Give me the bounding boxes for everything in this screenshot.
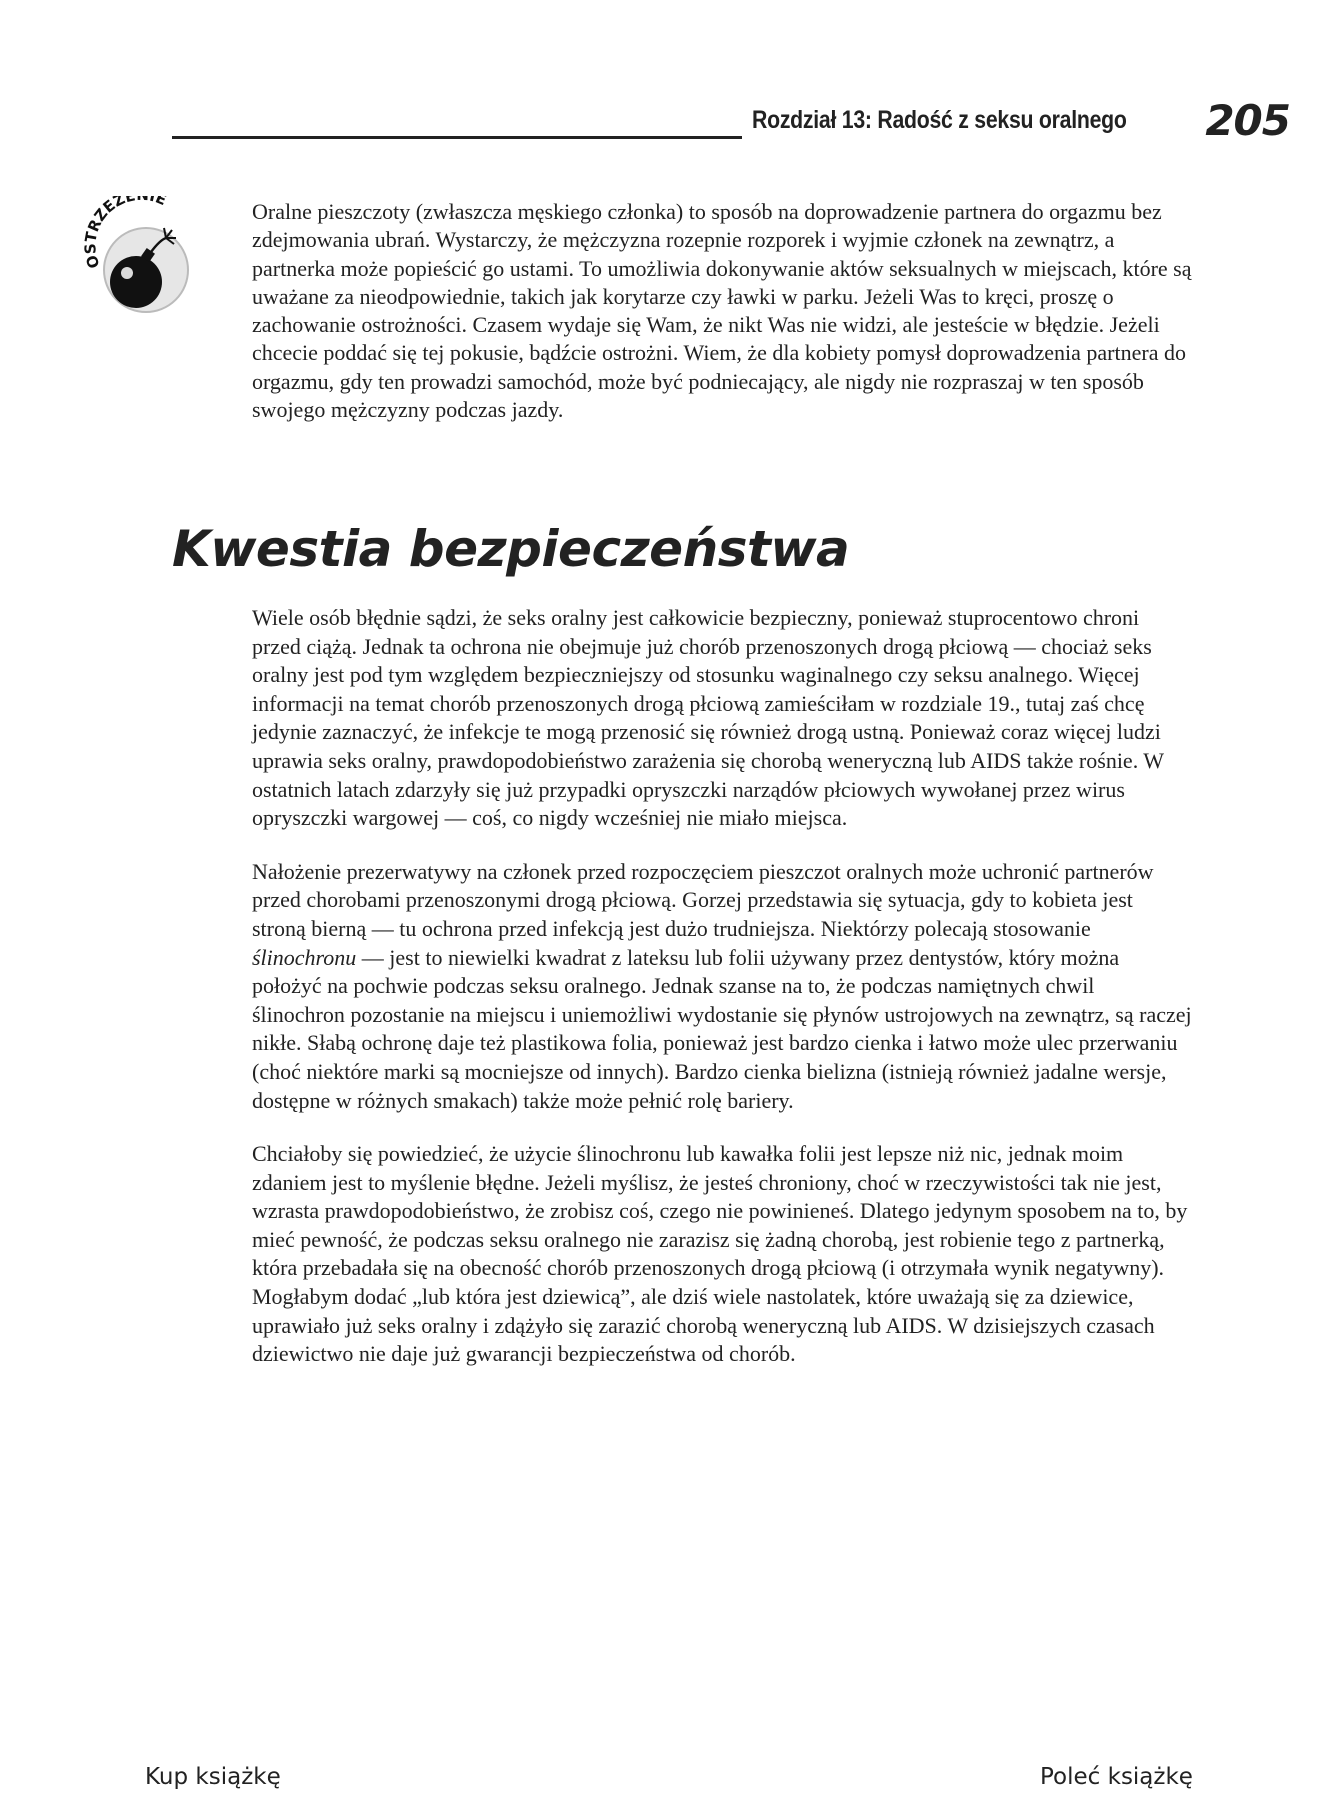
page-number: 205 — [1205, 96, 1290, 145]
paragraph-2-end: — jest to niewielki kwadrat z lateksu lub folii używany przez dentystów, który można położyć na pochwie podczas seksu oralnego. Jednak szanse na to, że podczas namiętnych chwil ślinochron pozostanie na miejscu i uniemożliwi wydostanie się płynów ustrojowych na zewnątrz, są raczej nikłe. Słabą ochronę daje też plastikowa folia, ponieważ jest bardzo cienka i łatwo może ulec przerwaniu (choć niektóre marki są mocniejsze od innych). Bardzo cienka bielizna (istnieją również jadalne wersje, dostępne w różnych smakach) także może pełnić rolę bariery. — [252, 944, 1192, 1113]
page-header — [172, 96, 1290, 145]
bomb-icon — [78, 196, 208, 326]
warning-text: Oralne pieszczoty (zwłaszcza męskiego członka) to sposób na doprowadzenie partnera do orgazmu bez zdejmowania ubrań. Wystarczy, że mężczyzna rozepnie rozporek i wyjmie członek na zewnątrz, a partnerka może popieścić go ustami. To umożliwia dokonywanie aktów seksualnych w miejscach, które są uważane za nieodpowiednie, takich jak korytarze czy ławki w parku. Jeżeli Was to kręci, proszę o zachowanie ostrożności. Czasem wydaje się Wam, że nikt Was nie widzi, ale jesteście w błędzie. Jeżeli chcecie poddać się tej pokusie, bądźcie ostrożni. Wiem, że dla kobiety pomysł doprowadzenia partnera do orgazmu, gdy ten prowadzi samochód, może być podniecający, ale nigdy nie rozpraszaj w ten sposób swojego mężczyzny podczas jazdy. — [252, 199, 1192, 423]
paragraph-2 — [252, 858, 1192, 1115]
section-body — [252, 604, 1192, 1394]
paragraph-3: Chciałoby się powiedzieć, że użycie ślinochronu lub kawałka folii jest lepsze niż nic, jednak moim zdaniem jest to myślenie błędne. Jeżeli myślisz, że jesteś chroniony, choć w rzeczywistości tak nie jest, wzrasta prawdopodobieństwo, że zrobisz coś, czego nie powinieneś. Dlatego jedynym sposobem na to, by mieć pewność, że podczas seksu oralnego nie zarazisz się żadną chorobą, jest robienie tego z partnerką, która przebadała się na obecność chorób przenoszonych drogą płciową (i otrzymała wynik negatywny). Mogłabym dodać „lub która jest dziewicą”, ale dziś wiele nastolatek, które uważają się za dziewice, uprawiało już seks oralny i zdążyło się zarazić chorobą weneryczną lub AIDS. W dzisiejszych czasach dziewictwo nie daje już gwarancji bezpieczeństwa od chorób. — [252, 1141, 1188, 1367]
chapter-title: Rozdział 13: Radość z seksu oralnego — [752, 106, 1127, 134]
header-rule — [172, 136, 742, 139]
recommend-book-link[interactable]: Poleć książkę — [1040, 1764, 1193, 1790]
warning-bomb-icon — [78, 196, 208, 326]
italic-term: ślinochronu — [252, 944, 357, 970]
section-title: Kwestia bezpieczeństwa — [172, 520, 850, 578]
paragraph-2-start: Nałożenie prezerwatywy na członek przed rozpoczęciem pieszczot oralnych może uchronić partnerów przed chorobami przenoszonymi drogą płciową. Gorzej przedstawia się sytuacja, gdy to kobieta jest stroną bierną — tu ochrona przed infekcją jest dużo trudniejsza. Niektórzy polecają stosowanie — [252, 858, 1154, 941]
buy-book-link[interactable]: Kup książkę — [145, 1764, 281, 1790]
paragraph-1: Wiele osób błędnie sądzi, że seks oralny jest całkowicie bezpieczny, ponieważ stuprocentowo chroni przed ciążą. Jednak ta ochrona nie obejmuje już chorób przenoszonych drogą płciową — chociaż seks oralny jest pod tym względem bezpieczniejszy od stosunku waginalnego czy seksu analnego. Więcej informacji na temat chorób przenoszonych drogą płciową zamieściłam w rozdziale 19., tutaj zaś chcę jedynie zaznaczyć, że infekcje te mogą przenosić się również drogą ustną. Ponieważ coraz więcej ludzi uprawia seks oralny, prawdopodobieństwo zarażenia się chorobą weneryczną lub AIDS także rośnie. W ostatnich latach zdarzyły się już przypadki opryszczki narządów płciowych wywołanej przez wirus opryszczki wargowej — coś, co nigdy wcześniej nie miało miejsca. — [252, 605, 1164, 831]
warning-label: OSTRZEŻE IE — [81, 196, 170, 271]
